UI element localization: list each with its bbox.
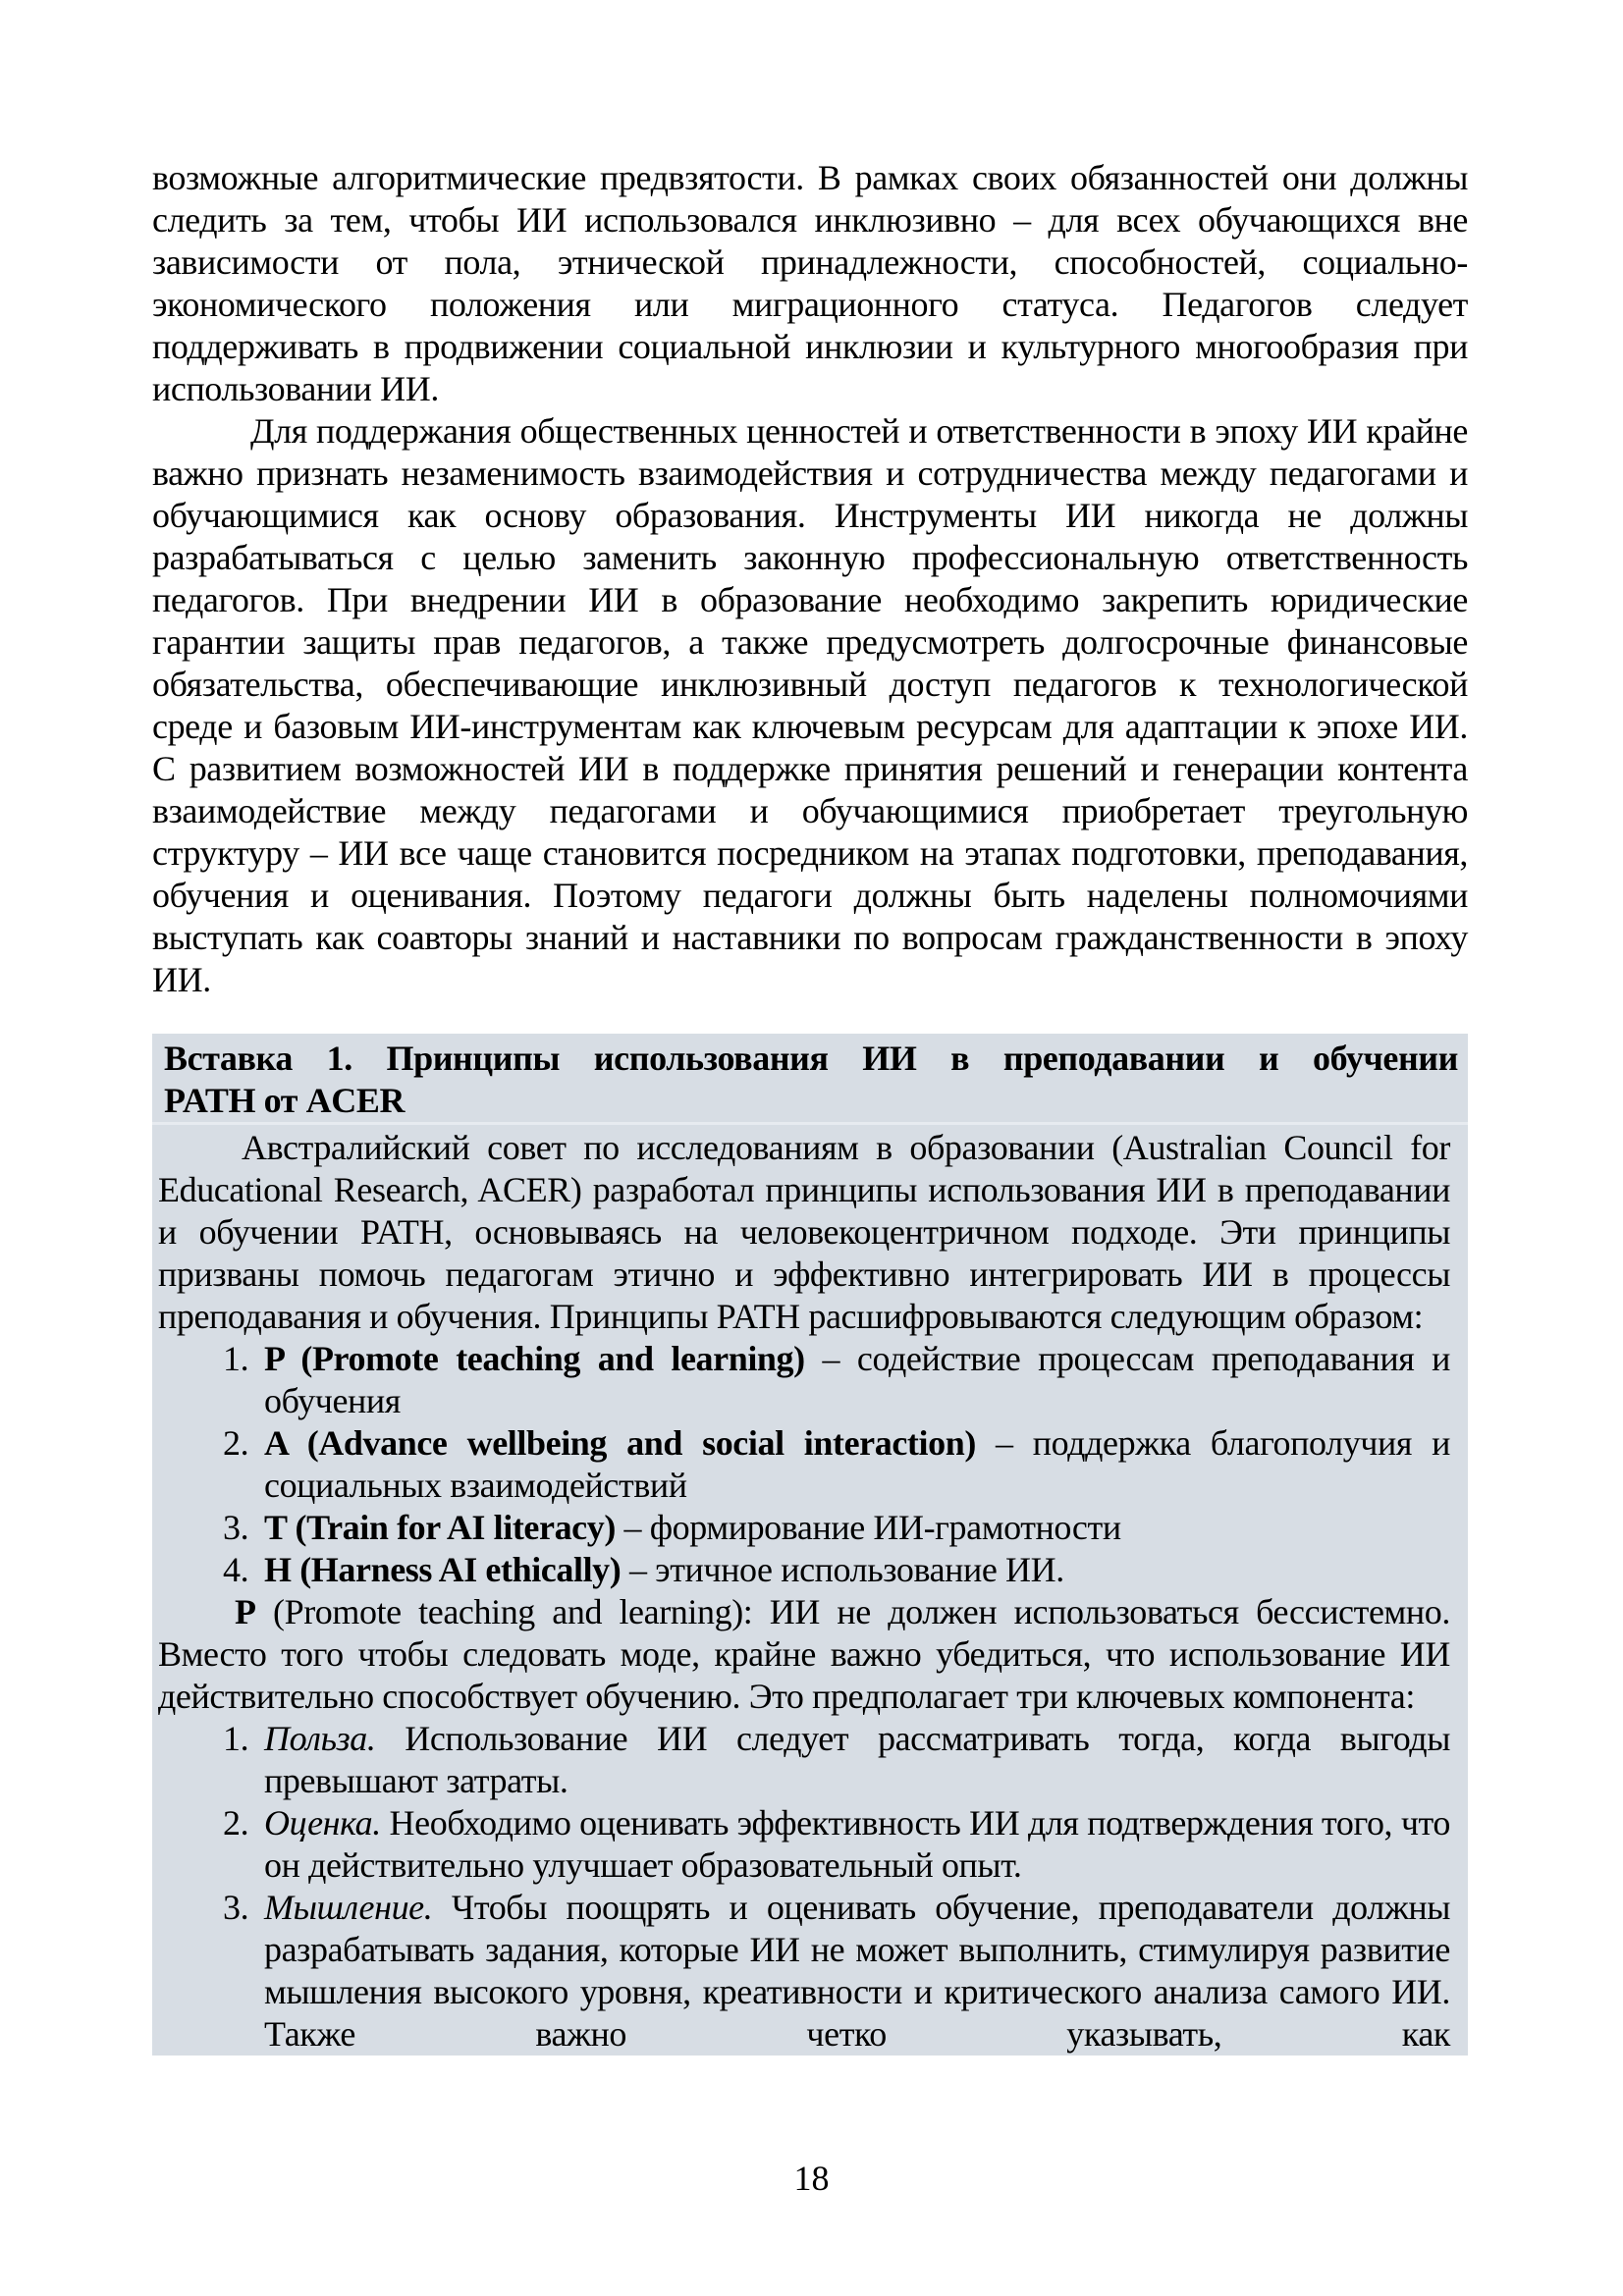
list-item-number: 1. (223, 1719, 249, 1758)
page-number: 18 (793, 2159, 830, 2198)
p-principle-lead: P (235, 1592, 256, 1631)
list-item-lead: P (Promote teaching and learning) (264, 1339, 805, 1378)
key-components-list (158, 1718, 1450, 2056)
list-item-number: 3. (223, 1508, 249, 1547)
list-item-text: – формирование ИИ-грамотности (615, 1508, 1121, 1547)
path-list-item-3 (158, 1507, 1450, 1549)
component-item-2 (158, 1802, 1450, 1887)
box-intro-paragraph: Австралийский совет по исследованиям в образовании (Australian Council for Educational Research, ACER) разработал принципы использования ИИ в преподавании и обучении PATH, основываясь на человекоцентричном подходе. Эти принципы призваны помочь педагогам этично и эффективно интегрировать ИИ в процессы преподавания и обучения. Принципы PATH расшифровываются следующим образом: (158, 1128, 1450, 1336)
page-content (152, 157, 1468, 2056)
list-item-lead: A (Advance wellbeing and social interaction) (264, 1423, 976, 1463)
insert-box-title-line2: PATH от ACER (164, 1081, 406, 1120)
component-item-1 (158, 1718, 1450, 1802)
insert-box-title (152, 1034, 1468, 1125)
list-item-text: Чтобы поощрять и оценивать обучение, преподаватели должны разрабатывать задания, которые ИИ не может выполнить, стимулируя развитие мышления высокого уровня, креативности и критического анализа самого ИИ. Также важно четко указывать, как (264, 1888, 1450, 2054)
list-item-lead: Польза. (264, 1719, 376, 1758)
list-item-lead: Оценка. (264, 1803, 381, 1842)
insert-box-1 (152, 1034, 1468, 2056)
component-item-3 (158, 1887, 1450, 2056)
list-item-lead: H (Harness AI ethically) (264, 1550, 622, 1589)
list-item-number: 2. (223, 1423, 249, 1463)
list-item-lead: T (Train for AI literacy) (264, 1508, 616, 1547)
insert-box-title-line1: Вставка 1. Принципы использования ИИ в преподавании и обучении (164, 1039, 1458, 1078)
list-item-text: Использование ИИ следует рассматривать тогда, когда выгоды превышают затраты. (264, 1719, 1450, 1800)
p-principle-paragraph (158, 1591, 1450, 1718)
list-item-number: 2. (223, 1803, 249, 1842)
path-principles-list (158, 1338, 1450, 1591)
list-item-number: 1. (223, 1339, 249, 1378)
list-item-text: – этичное использование ИИ. (621, 1550, 1064, 1589)
path-list-item-4 (158, 1549, 1450, 1591)
list-item-text: – содействие процессам преподавания и обучения (264, 1339, 1451, 1420)
path-list-item-2 (158, 1422, 1450, 1507)
path-list-item-1 (158, 1338, 1450, 1422)
list-item-text: – поддержка благополучия и социальных взаимодействий (264, 1423, 1450, 1505)
insert-box-body (152, 1125, 1468, 2056)
list-item-number: 3. (223, 1888, 249, 1927)
list-item-text: Необходимо оценивать эффективность ИИ для подтверждения того, что он действительно улучшает образовательный опыт. (264, 1803, 1450, 1885)
list-item-number: 4. (223, 1550, 249, 1589)
p-principle-text: (Promote teaching and learning): ИИ не должен использоваться бессистемно. Вместо того чтобы следовать моде, крайне важно убедиться, что использование ИИ действительно способствует обучению. Это предполагает три ключевых компонента: (158, 1592, 1450, 1716)
body-paragraph-2: Для поддержания общественных ценностей и ответственности в эпоху ИИ крайне важно признать незаменимость взаимодействия и сотрудничества между педагогами и обучающимися как основу образования. Инструменты ИИ никогда не должны разрабатываться с целью заменить законную профессиональную ответственность педагогов. При внедрении ИИ в образование необходимо закрепить юридические гарантии защиты прав педагогов, а также предусмотреть долгосрочные финансовые обязательства, обеспечивающие инклюзивный доступ педагогов к технологической среде и базовым ИИ-инструментам как ключевым ресурсам для адаптации к эпохе ИИ. С развитием возможностей ИИ в поддержке принятия решений и генерации контента взаимодействие между педагогами и обучающимися приобретает треугольную структуру – ИИ все чаще становится посредником на этапах подготовки, преподавания, обучения и оценивания. Поэтому педагоги должны быть наделены полномочиями выступать как соавторы знаний и наставники по вопросам гражданственности в эпоху ИИ. (152, 411, 1468, 999)
list-item-lead: Мышление. (264, 1888, 433, 1927)
body-paragraph-1: возможные алгоритмические предвзятости. В рамках своих обязанностей они должны следить за тем, чтобы ИИ использовался инклюзивно – для всех обучающихся вне зависимости от пола, этнической принадлежности, способностей, социально-экономического положения или миграционного статуса. Педагогов следует поддерживать в продвижении социальной инклюзии и культурного многообразия при использовании ИИ. (152, 158, 1468, 408)
